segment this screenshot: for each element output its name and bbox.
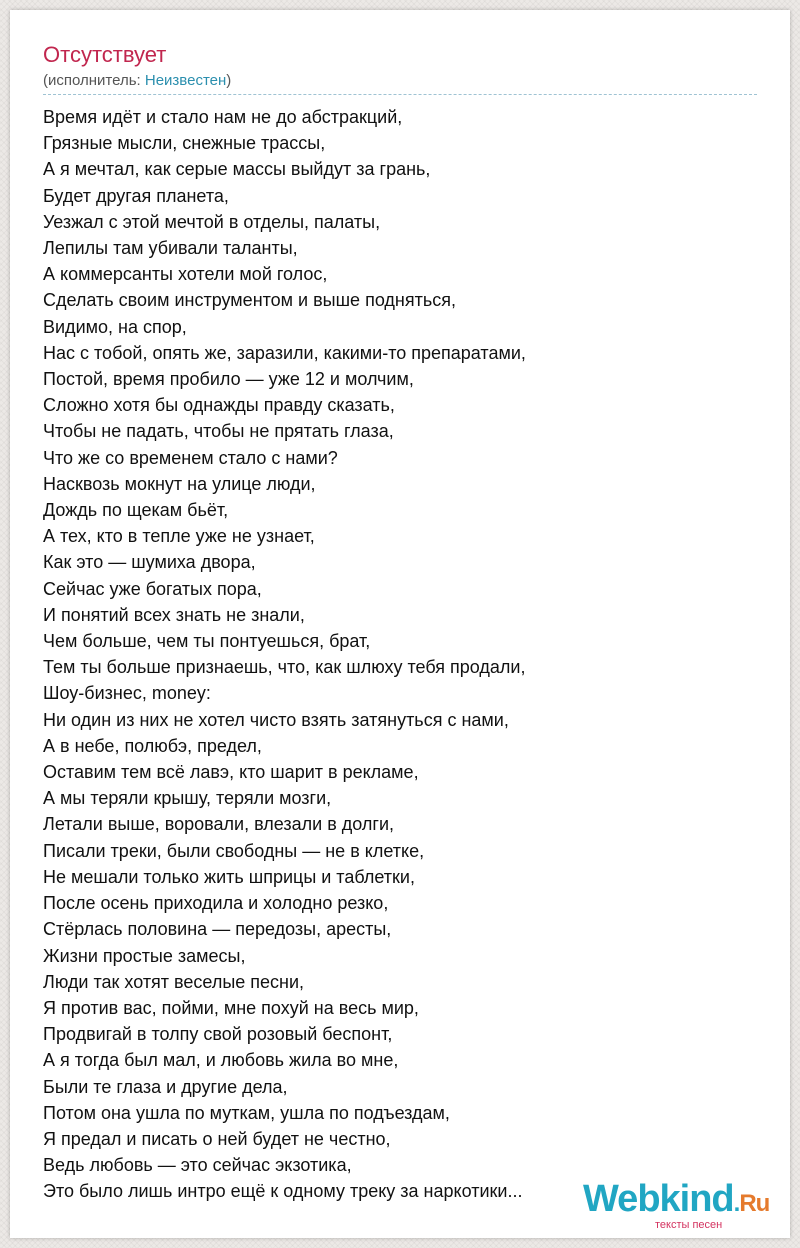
lyric-line: Не мешали только жить шприцы и таблетки, bbox=[43, 866, 415, 887]
lyric-line: А мы теряли крышу, теряли мозги, bbox=[43, 788, 332, 809]
divider bbox=[43, 94, 757, 95]
lyric-line: Писали треки, были свободны — не в клетке, bbox=[43, 840, 425, 861]
lyric-line: А в небе, полюбэ, предел, bbox=[43, 735, 262, 756]
logo-brand: Webkind bbox=[583, 1178, 734, 1220]
lyric-line: Постой, время пробило — уже 12 и молчим, bbox=[43, 369, 414, 390]
lyric-line: Потом она ушла по муткам, ушла по подъездам, bbox=[43, 1102, 450, 1123]
lyric-line: Люди так хотят веселые песни, bbox=[43, 971, 305, 992]
lyric-line: Были те глаза и другие дела, bbox=[43, 1076, 288, 1097]
lyric-line: Летали выше, воровали, влезали в долги, bbox=[43, 814, 395, 835]
lyric-line: И понятий всех знать не знали, bbox=[43, 604, 305, 625]
lyric-line: Нас с тобой, опять же, заразили, какими-то препаратами, bbox=[43, 342, 526, 363]
artist-link[interactable]: Неизвестен bbox=[144, 72, 227, 89]
lyric-line: Ведь любовь — это сейчас экзотика, bbox=[43, 1155, 352, 1176]
lyric-line: Будет другая планета, bbox=[43, 185, 229, 206]
lyric-line: Жизни простые замесы, bbox=[43, 945, 246, 966]
song-title: Отсутствует bbox=[43, 42, 167, 67]
webkind-logo bbox=[583, 1178, 783, 1230]
lyric-line: Я предал и писать о ней будет не честно, bbox=[43, 1128, 391, 1149]
lyric-line: После осень приходила и холодно резко, bbox=[43, 893, 389, 914]
lyric-line: А коммерсанты хотели мой голос, bbox=[43, 264, 328, 285]
lyric-line: Стёрлась половина — передозы, аресты, bbox=[43, 919, 392, 940]
lyric-line: Дождь по щекам бьёт, bbox=[43, 500, 229, 521]
artist-suffix: ) bbox=[226, 72, 232, 89]
logo-tagline: тексты песен bbox=[655, 1219, 723, 1231]
logo-dot: . bbox=[733, 1190, 740, 1217]
lyric-line: А я мечтал, как серые массы выйдут за грань, bbox=[43, 159, 431, 180]
lyric-line: Грязные мысли, снежные трассы, bbox=[43, 133, 326, 154]
artist-line bbox=[43, 72, 231, 90]
lyric-line: Чем больше, чем ты понтуешься, брат, bbox=[43, 631, 371, 652]
lyric-line: Ни один из них не хотел чисто взять затянуться с нами, bbox=[43, 709, 509, 730]
artist-prefix: (исполнитель: bbox=[43, 72, 145, 89]
lyric-line: Что же со временем стало с нами? bbox=[43, 447, 338, 468]
lyric-line: Сложно хотя бы однажды правду сказать, bbox=[43, 395, 395, 416]
lyric-line: Сейчас уже богатых пора, bbox=[43, 578, 262, 599]
logo-wordmark bbox=[583, 1178, 769, 1225]
lyric-line: Продвигай в толпу свой розовый беспонт, bbox=[43, 1024, 393, 1045]
lyrics-text bbox=[43, 104, 763, 1205]
lyric-line: Насквозь мокнут на улице люди, bbox=[43, 473, 316, 494]
lyric-line: Чтобы не падать, чтобы не прятать глаза, bbox=[43, 421, 394, 442]
lyric-line: Как это — шумиха двора, bbox=[43, 552, 256, 573]
lyric-line: Сделать своим инструментом и выше подняться, bbox=[43, 290, 456, 311]
lyric-line: Тем ты больше признаешь, что, как шлюху тебя продали, bbox=[43, 657, 526, 678]
lyric-line: А тех, кто в тепле уже не узнает, bbox=[43, 526, 315, 547]
lyric-line: Уезжал с этой мечтой в отделы, палаты, bbox=[43, 211, 381, 232]
lyric-line: А я тогда был мал, и любовь жила во мне, bbox=[43, 1050, 399, 1071]
lyric-line: Это было лишь интро ещё к одному треку за наркотики... bbox=[43, 1181, 523, 1202]
lyrics-card bbox=[10, 10, 790, 1238]
lyric-line: Видимо, на спор, bbox=[43, 316, 187, 337]
lyric-line: Время идёт и стало нам не до абстракций, bbox=[43, 107, 403, 127]
lyric-line: Оставим тем всё лавэ, кто шарит в рекламе, bbox=[43, 762, 419, 783]
lyric-line: Шоу-бизнес, money: bbox=[43, 683, 211, 704]
lyric-line: Я против вас, пойми, мне похуй на весь мир, bbox=[43, 997, 419, 1018]
logo-tld: Ru bbox=[739, 1190, 770, 1217]
lyric-line: Лепилы там убивали таланты, bbox=[43, 238, 298, 259]
